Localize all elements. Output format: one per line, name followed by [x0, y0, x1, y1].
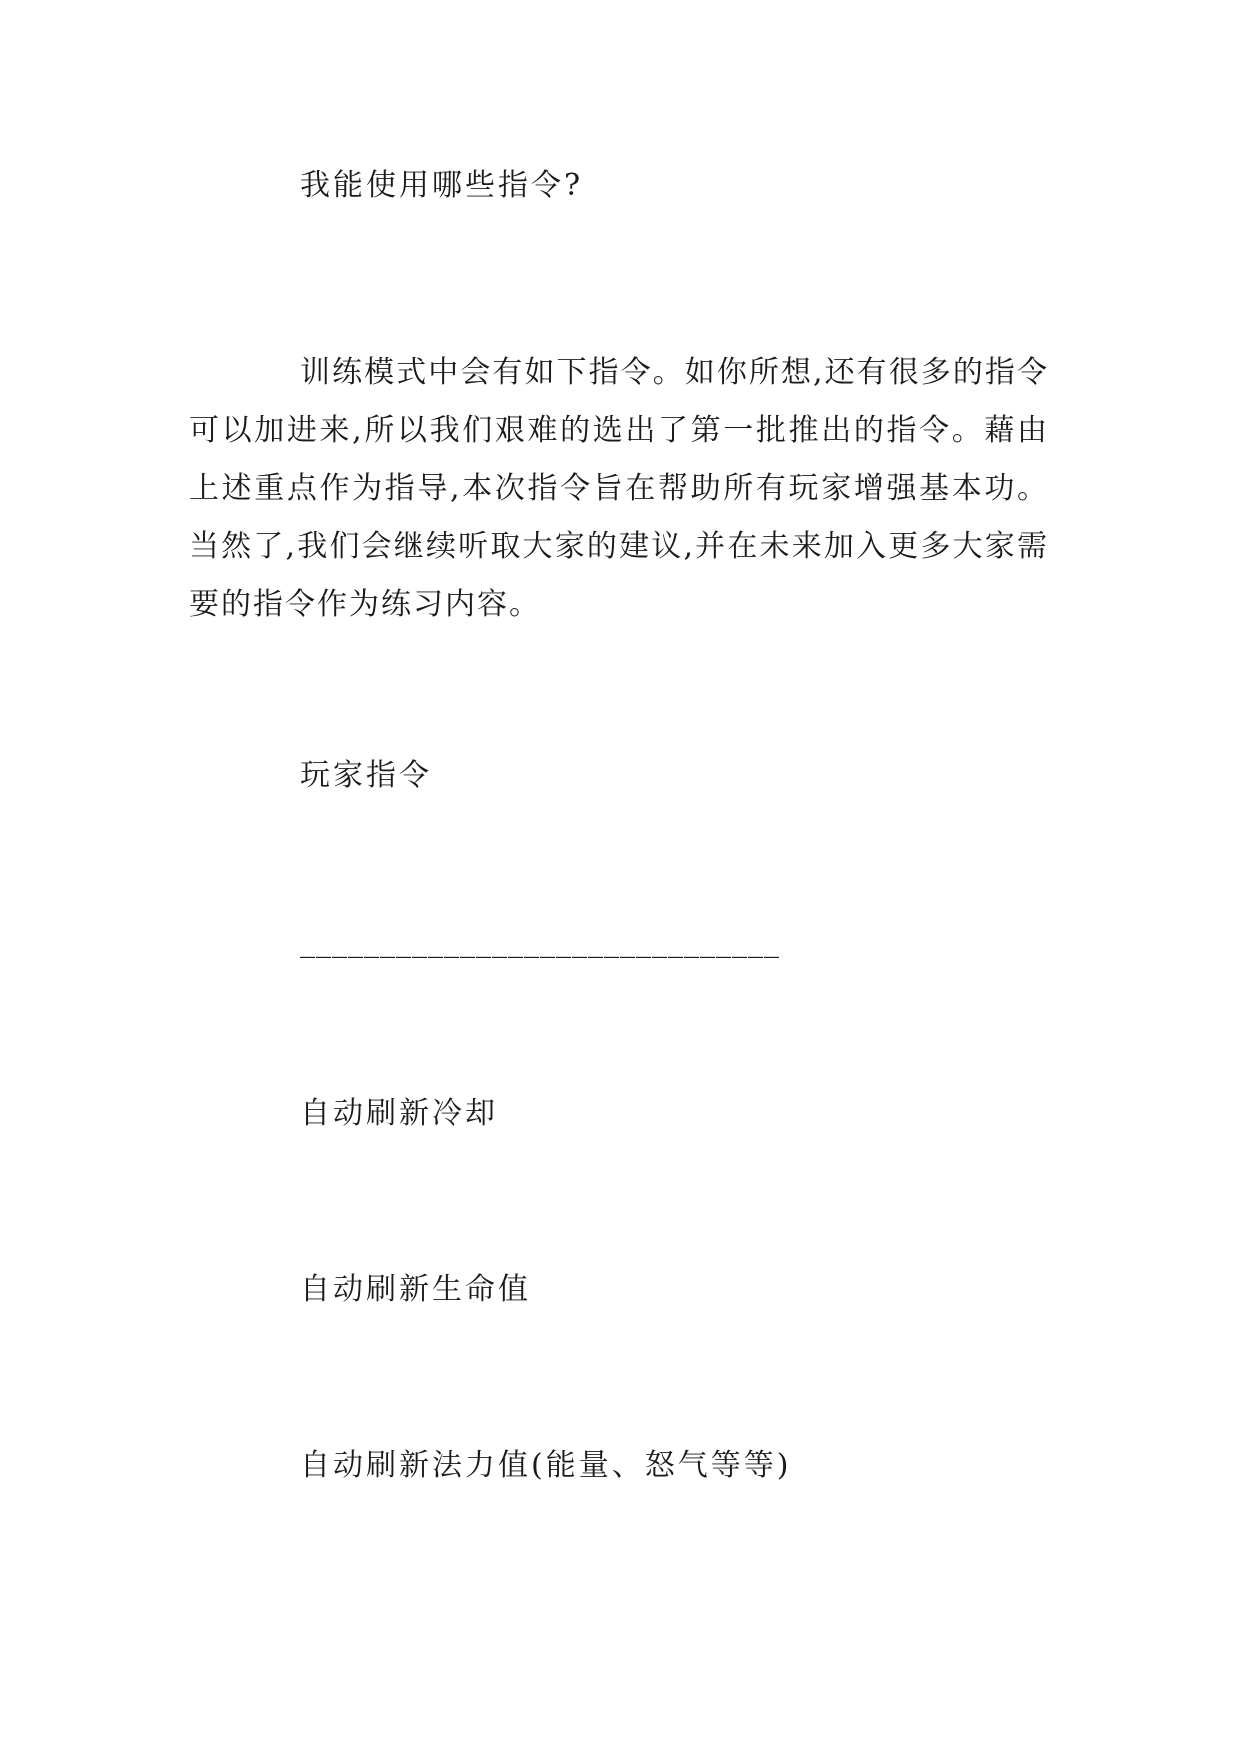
intro-paragraph: 训练模式中会有如下指令。如你所想,还有很多的指令可以加进来,所以我们艰难的选出了第一批推出的指令。藉由上述重点作为指导,本次指令旨在帮助所有玩家增强基本功。当然了,我们会继续听取大家的建议,并在未来加入更多大家需要的指令作为练习内容。: [189, 355, 1049, 622]
command-item: 自动刷新冷却: [300, 1096, 498, 1131]
question-heading: 我能使用哪些指令?: [300, 168, 584, 203]
command-item: 自动刷新生命值: [300, 1272, 531, 1307]
section-title: 玩家指令: [300, 758, 432, 793]
command-item: 自动刷新法力值(能量、怒气等等): [300, 1448, 792, 1483]
separator-line: ______________________________: [300, 924, 780, 959]
